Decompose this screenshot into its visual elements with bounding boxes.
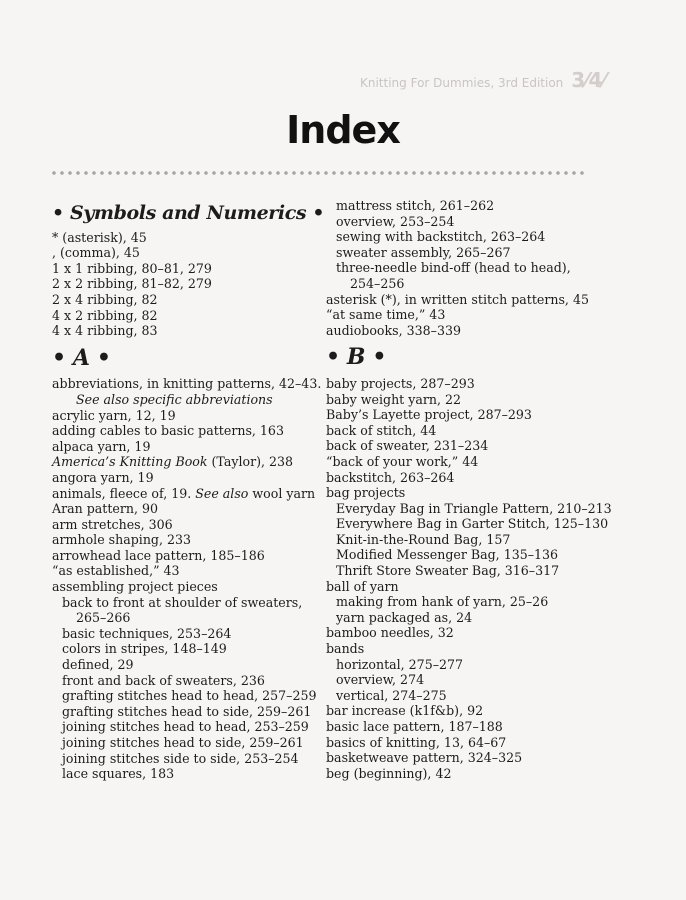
bleed-through-header: Knitting For Dummies, 3rd Edition 3⁄4⁄ <box>360 68 606 92</box>
index-entry: arm stretches, 306 <box>52 516 173 532</box>
index-entry: acrylic yarn, 12, 19 <box>52 407 176 423</box>
index-entry: back of sweater, 231–234 <box>326 438 489 454</box>
index-entry: sewing with backstitch, 263–264 <box>336 229 546 245</box>
index-entry: America’s Knitting Book (Taylor), 238 <box>52 454 294 470</box>
section-heading: • B • <box>326 344 387 371</box>
section-heading: • A • <box>52 344 111 371</box>
index-entry: 4 x 2 ribbing, 82 <box>52 307 158 323</box>
index-entry: grafting stitches head to head, 257–259 <box>62 688 317 704</box>
index-entry: 265–266 <box>76 610 131 626</box>
index-entry: grafting stitches head to side, 259–261 <box>62 703 312 719</box>
index-entry: sweater assembly, 265–267 <box>336 244 511 260</box>
index-entry: alpaca yarn, 19 <box>52 438 151 454</box>
index-entry: 4 x 4 ribbing, 83 <box>52 323 158 339</box>
index-entry: animals, fleece of, 19. See also wool yarn <box>52 485 316 501</box>
index-entry: bag projects <box>326 485 406 501</box>
index-entry: joining stitches head to head, 253–259 <box>62 719 309 735</box>
index-entry: Baby’s Layette project, 287–293 <box>326 407 532 423</box>
index-entry: abbreviations, in knitting patterns, 42–43. <box>52 376 322 392</box>
index-column-right <box>326 198 612 781</box>
index-entry: basics of knitting, 13, 64–67 <box>326 734 507 750</box>
page-title: Index <box>286 108 400 152</box>
index-entry: 254–256 <box>350 275 405 291</box>
index-entry: colors in stripes, 148–149 <box>62 641 227 657</box>
index-entry: basic lace pattern, 187–188 <box>326 719 503 734</box>
index-entry: 1 x 1 ribbing, 80–81, 279 <box>52 260 212 276</box>
index-entry: backstitch, 263–264 <box>326 469 455 485</box>
index-entry: defined, 29 <box>62 657 134 673</box>
index-entry: basic techniques, 253–264 <box>62 625 232 641</box>
index-entry: making from hank of yarn, 25–26 <box>336 594 549 610</box>
index-entry: arrowhead lace pattern, 185–186 <box>52 547 265 563</box>
index-entry: mattress stitch, 261–262 <box>336 198 495 213</box>
index-entry: baby weight yarn, 22 <box>326 391 462 407</box>
index-entry: “as established,” 43 <box>52 563 180 579</box>
index-entry: “at same time,” 43 <box>326 307 446 323</box>
index-entry: assembling project pieces <box>52 579 218 595</box>
index-entry: armhole shaping, 233 <box>52 532 192 548</box>
index-entry: horizontal, 275–277 <box>336 656 464 672</box>
index-entry: joining stitches head to side, 259–261 <box>62 735 304 750</box>
index-entry: audiobooks, 338–339 <box>326 322 461 338</box>
index-entry: front and back of sweaters, 236 <box>62 672 265 688</box>
index-entry: ball of yarn <box>326 578 399 594</box>
index-entry: beg (beginning), 42 <box>326 765 452 781</box>
index-entry: overview, 274 <box>336 672 425 688</box>
dotted-divider <box>50 170 586 176</box>
index-entry: baby projects, 287–293 <box>326 375 475 391</box>
index-entry: Modified Messenger Bag, 135–136 <box>336 547 559 563</box>
index-entry: , (comma), 45 <box>52 245 140 261</box>
index-entry: overview, 253–254 <box>336 213 455 229</box>
index-entry: angora yarn, 19 <box>52 469 154 485</box>
index-entry: back of stitch, 44 <box>326 422 437 438</box>
index-entry: lace squares, 183 <box>62 766 175 782</box>
index-entry: bar increase (k1f&b), 92 <box>326 703 484 719</box>
index-entry: bands <box>326 641 365 657</box>
index-entry: adding cables to basic patterns, 163 <box>52 423 284 439</box>
index-column-left <box>52 198 325 782</box>
index-entry: 2 x 2 ribbing, 81–82, 279 <box>52 276 212 292</box>
index-entry: vertical, 274–275 <box>336 687 447 703</box>
index-entry: basketweave pattern, 324–325 <box>326 750 523 766</box>
index-entry: 2 x 4 ribbing, 82 <box>52 291 158 307</box>
index-entry: Thrift Store Sweater Bag, 316–317 <box>336 563 560 579</box>
index-entry: Everyday Bag in Triangle Pattern, 210–213 <box>336 500 612 516</box>
index-entry: back to front at shoulder of sweaters, <box>62 594 303 610</box>
index-entry: See also specific abbreviations <box>76 391 273 407</box>
index-entry: yarn packaged as, 24 <box>336 609 473 625</box>
index-entry: * (asterisk), 45 <box>52 229 147 245</box>
index-entry: Aran pattern, 90 <box>52 501 159 517</box>
index-entry: Knit-in-the-Round Bag, 157 <box>336 531 511 547</box>
index-entry: “back of your work,” 44 <box>326 453 479 469</box>
index-entry: joining stitches side to side, 253–254 <box>62 750 299 766</box>
index-entry: Everywhere Bag in Garter Stitch, 125–130 <box>336 516 609 532</box>
index-entry: asterisk (*), in written stitch patterns, 45 <box>326 291 589 307</box>
index-entry: bamboo needles, 32 <box>326 625 454 641</box>
section-heading: • Symbols and Numerics • <box>52 202 325 224</box>
index-entry: three-needle bind-off (head to head), <box>336 260 571 276</box>
